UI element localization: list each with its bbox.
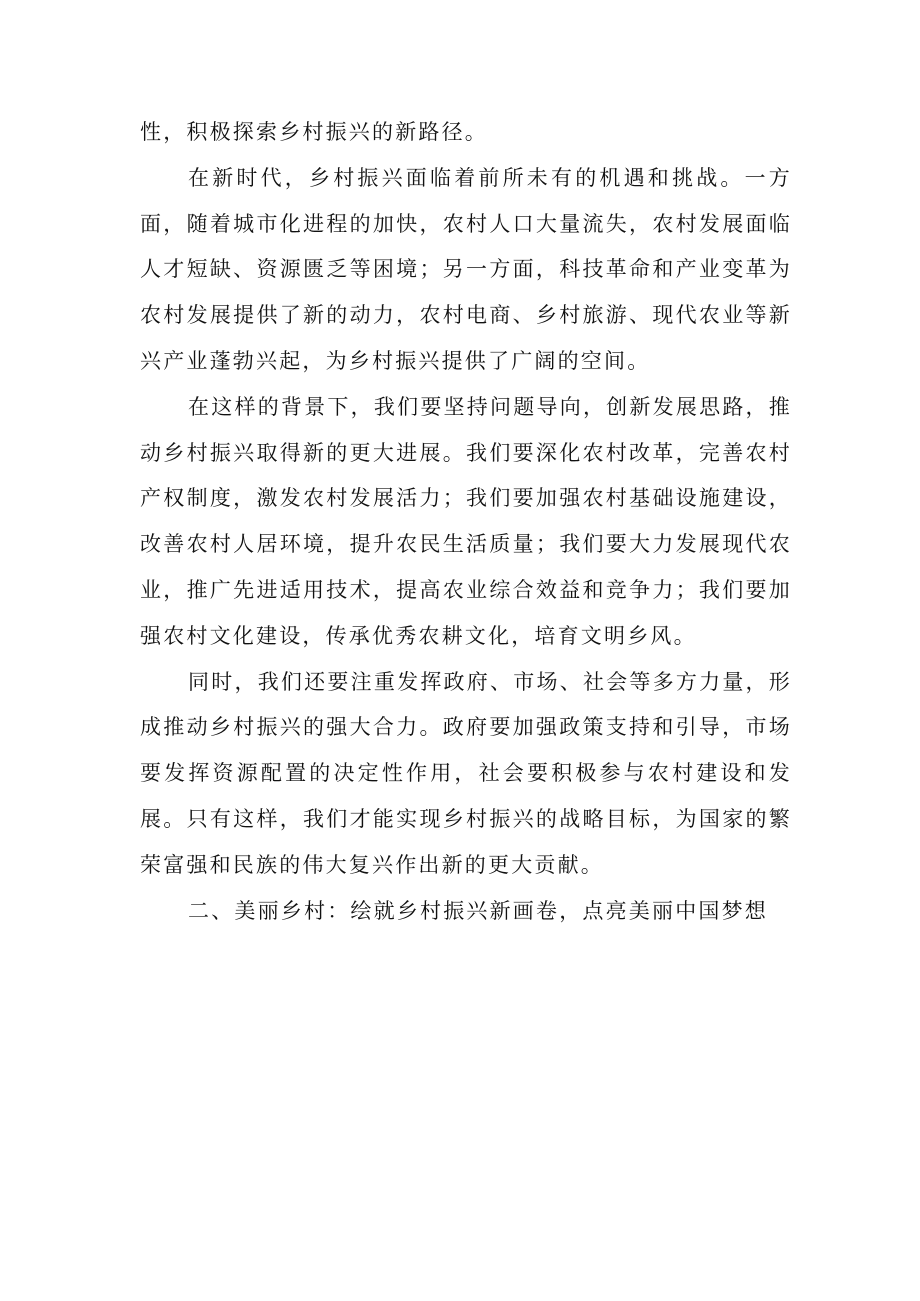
section-heading: 二、美丽乡村：绘就乡村振兴新画卷，点亮美丽中国梦想 bbox=[188, 898, 768, 923]
paragraph-background-measures: 在这样的背景下，我们要坚持问题导向，创新发展思路，推动乡村振兴取得新的更大进展。我们要深化农村改革，完善农村产权制度，激发农村发展活力；我们要加强农村基础设施建设，改善农村人居环境，提升农民生活质量；我们要大力发展现代农业，推广先进适用技术，提高农业综合效益和竞争力；我们要加强农村文化建设，传承优秀农耕文化，培育文明乡风。 bbox=[140, 394, 792, 648]
document-body bbox=[140, 110, 792, 934]
paragraph-joint-forces: 同时，我们还要注重发挥政府、市场、社会等多方力量，形成推动乡村振兴的强大合力。政府要加强政策支持和引导，市场要发挥资源配置的决定性作用，社会要积极参与农村建设和发展。只有这样，我们才能实现乡村振兴的战略目标，为国家的繁荣富强和民族的伟大复兴作出新的更大贡献。 bbox=[140, 669, 792, 877]
paragraph-continuation: 性，积极探索乡村振兴的新路径。 bbox=[140, 120, 488, 144]
paragraph-opportunities-challenges: 在新时代，乡村振兴面临着前所未有的机遇和挑战。一方面，随着城市化进程的加快，农村人口大量流失，农村发展面临人才短缺、资源匮乏等困境；另一方面，科技革命和产业变革为农村发展提供了新的动力，农村电商、乡村旅游、现代农业等新兴产业蓬勃兴起，为乡村振兴提供了广阔的空间。 bbox=[140, 165, 792, 373]
